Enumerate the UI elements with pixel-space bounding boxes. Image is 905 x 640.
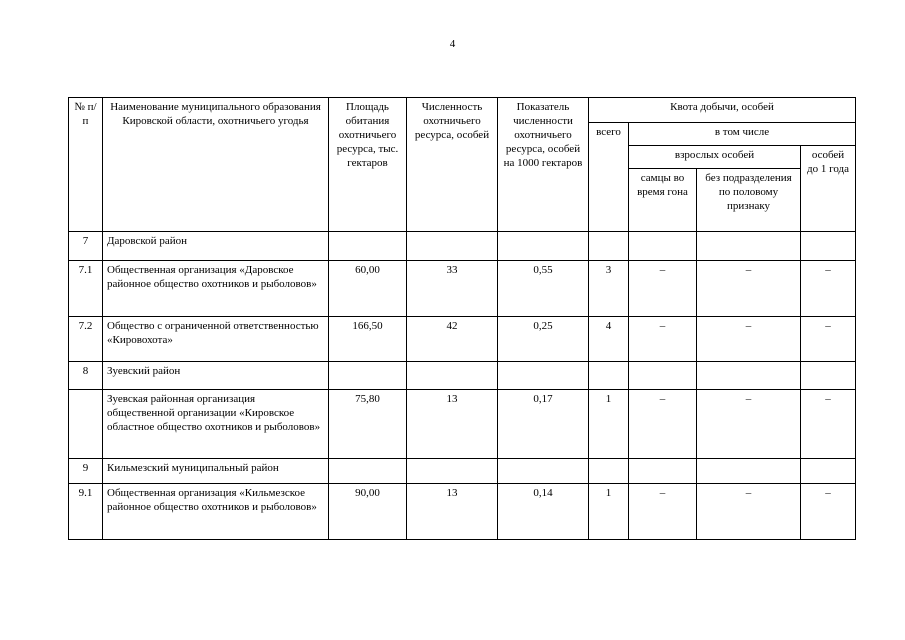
cell-total — [589, 362, 629, 390]
cell-young: – — [801, 484, 856, 540]
cell-name: Общественная организация «Кильмезское районное общество охотников и рыболовов» — [103, 484, 329, 540]
cell-num: 7 — [69, 232, 103, 261]
cell-nosex — [697, 232, 801, 261]
cell-count — [407, 362, 498, 390]
cell-count: 42 — [407, 317, 498, 362]
cell-density — [498, 362, 589, 390]
header-including: в том числе — [629, 123, 856, 146]
cell-total: 1 — [589, 390, 629, 459]
table-row — [69, 459, 856, 484]
cell-area — [329, 232, 407, 261]
header-quota: Квота добычи, особей — [589, 98, 856, 123]
cell-count — [407, 232, 498, 261]
cell-nosex: – — [697, 261, 801, 317]
cell-males: – — [629, 317, 697, 362]
cell-name: Даровской район — [103, 232, 329, 261]
cell-nosex: – — [697, 390, 801, 459]
page-number: 4 — [449, 38, 456, 50]
cell-name: Общественная организация «Даровское районное общество охотников и рыболовов» — [103, 261, 329, 317]
cell-area: 75,80 — [329, 390, 407, 459]
cell-young — [801, 459, 856, 484]
cell-nosex — [697, 362, 801, 390]
cell-area: 90,00 — [329, 484, 407, 540]
cell-count: 33 — [407, 261, 498, 317]
cell-count — [407, 459, 498, 484]
cell-name: Кильмезский муниципальный район — [103, 459, 329, 484]
cell-males — [629, 362, 697, 390]
table-row — [69, 390, 856, 459]
cell-density: 0,14 — [498, 484, 589, 540]
cell-density: 0,25 — [498, 317, 589, 362]
cell-num: 8 — [69, 362, 103, 390]
cell-males: – — [629, 390, 697, 459]
cell-num: 7.1 — [69, 261, 103, 317]
cell-nosex: – — [697, 484, 801, 540]
cell-density — [498, 459, 589, 484]
cell-area: 166,50 — [329, 317, 407, 362]
cell-num — [69, 390, 103, 459]
header-count: Численность охотничьего ресурса, особей — [407, 98, 498, 232]
header-area: Площадь обитания охотничьего ресурса, тыс. гектаров — [329, 98, 407, 232]
cell-males: – — [629, 261, 697, 317]
header-total: всего — [589, 123, 629, 232]
cell-area — [329, 459, 407, 484]
cell-total: 3 — [589, 261, 629, 317]
cell-young: – — [801, 261, 856, 317]
cell-num: 9 — [69, 459, 103, 484]
table-row — [69, 362, 856, 390]
cell-total — [589, 459, 629, 484]
header-no-sex-split: без подразделения по половому признаку — [697, 169, 801, 232]
cell-nosex — [697, 459, 801, 484]
cell-area: 60,00 — [329, 261, 407, 317]
cell-total: 1 — [589, 484, 629, 540]
cell-total — [589, 232, 629, 261]
cell-area — [329, 362, 407, 390]
cell-total: 4 — [589, 317, 629, 362]
cell-males: – — [629, 484, 697, 540]
cell-males — [629, 459, 697, 484]
cell-young — [801, 232, 856, 261]
table-row — [69, 484, 856, 540]
cell-name: Зуевская районная организация общественной организации «Кировское областное общество охотников и рыболовов» — [103, 390, 329, 459]
header-males-rut: самцы во время гона — [629, 169, 697, 232]
cell-density: 0,17 — [498, 390, 589, 459]
table-row — [69, 317, 856, 362]
table-row — [69, 232, 856, 261]
cell-density — [498, 232, 589, 261]
header-young: особей до 1 года — [801, 146, 856, 232]
cell-num: 7.2 — [69, 317, 103, 362]
header-num: № п/п — [69, 98, 103, 232]
table-row — [69, 261, 856, 317]
cell-young — [801, 362, 856, 390]
cell-num: 9.1 — [69, 484, 103, 540]
header-density: Показатель численности охотничьего ресурса, особей на 1000 гектаров — [498, 98, 589, 232]
header-name: Наименование муниципального образования Кировской области, охотничьего угодья — [103, 98, 329, 232]
cell-name: Общество с ограниченной ответственностью «Кировохота» — [103, 317, 329, 362]
header-row-1 — [69, 98, 856, 123]
header-adults: взрослых особей — [629, 146, 801, 169]
cell-young: – — [801, 390, 856, 459]
cell-young: – — [801, 317, 856, 362]
cell-males — [629, 232, 697, 261]
cell-density: 0,55 — [498, 261, 589, 317]
cell-name: Зуевский район — [103, 362, 329, 390]
cell-count: 13 — [407, 484, 498, 540]
cell-count: 13 — [407, 390, 498, 459]
cell-nosex: – — [697, 317, 801, 362]
quota-table — [68, 97, 856, 540]
